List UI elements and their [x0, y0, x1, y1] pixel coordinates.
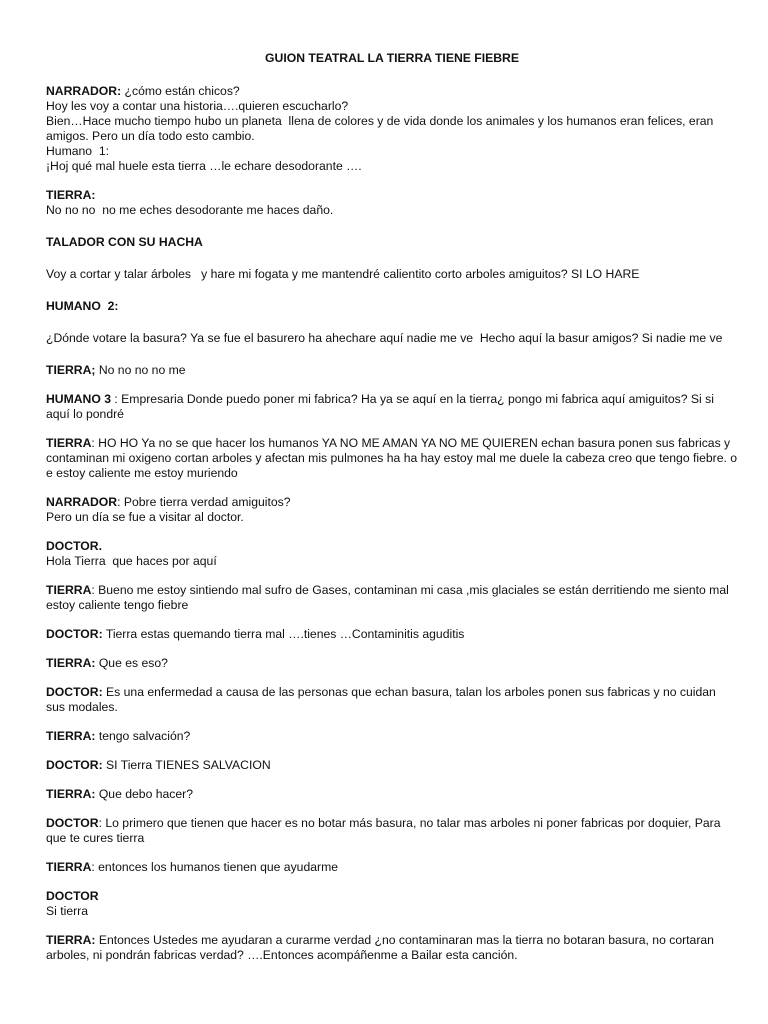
speaker-label: TALADOR CON SU HACHA: [46, 235, 203, 249]
speaker-label: TIERRA:: [46, 729, 96, 743]
speaker-label: DOCTOR:: [46, 758, 103, 772]
speaker-label: TIERRA:: [46, 787, 96, 801]
script-block: [46, 860, 738, 875]
speaker-label: HUMANO 3: [46, 392, 112, 406]
script-block: [46, 299, 738, 314]
script-line: : HO HO Ya no se que hacer los humanos YA NO ME AMAN YA NO ME QUIEREN echan basura ponen sus fabricas y contaminan mi oxigeno cortan arboles y afectan mis pulmones ha ha hay estoy mal me duele la cabeza creo que tengo fiebre. o e estoy caliente me estoy muriendo: [46, 436, 738, 480]
speaker-label: HUMANO 2:: [46, 299, 119, 313]
script-block: [46, 539, 738, 569]
speaker-label: TIERRA: [46, 860, 92, 874]
speaker-label: TIERRA;: [46, 363, 96, 377]
speaker-label: DOCTOR:: [46, 627, 103, 641]
script-block: [46, 188, 738, 218]
script-line: Voy a cortar y talar árboles y hare mi fogata y me mantendré calientito corto arboles amiguitos? SI LO HARE: [46, 267, 640, 281]
script-block: [46, 363, 738, 378]
script-block: [46, 235, 738, 250]
script-line: : Pobre tierra verdad amiguitos?: [117, 495, 291, 509]
script-line: Hoy les voy a contar una historia….quieren escucharlo?: [46, 99, 349, 113]
script-line: SI Tierra TIENES SALVACION: [102, 758, 271, 772]
speaker-label: DOCTOR: [46, 889, 99, 903]
script-line: Que debo hacer?: [95, 787, 194, 801]
script-line: No no no no me: [95, 363, 186, 377]
script-line: : entonces los humanos tienen que ayudarme: [91, 860, 338, 874]
speaker-label: DOCTOR: [46, 816, 99, 830]
script-block: [46, 392, 738, 422]
script-line: Hola Tierra que haces por aquí: [46, 554, 217, 568]
speaker-label: TIERRA: [46, 436, 92, 450]
script-line: Pero un día se fue a visitar al doctor.: [46, 510, 244, 524]
script-line: Entonces Ustedes me ayudaran a curarme verdad ¿no contaminaran mas la tierra no botaran basura, no cortaran arboles, ni pondrán fabricas verdad? ….Entonces acompáñenme a Bailar esta canción.: [46, 933, 714, 962]
speaker-label: TIERRA: [46, 583, 92, 597]
script-block: [46, 656, 738, 671]
document-title: GUION TEATRAL LA TIERRA TIENE FIEBRE: [265, 51, 519, 65]
script-block: [46, 495, 738, 525]
speaker-label: DOCTOR.: [46, 539, 102, 553]
script-block: [46, 331, 738, 346]
script-block: [46, 436, 738, 481]
script-block: [46, 889, 738, 919]
script-line: Si tierra: [46, 904, 88, 918]
script-block-narrador-intro: [46, 84, 738, 174]
speaker-label: TIERRA:: [46, 188, 96, 202]
script-block: [46, 933, 738, 963]
script-line: Tierra estas quemando tierra mal ….tienes …Contaminitis aguditis: [102, 627, 465, 641]
speaker-label: TIERRA:: [46, 933, 96, 947]
script-line: : Empresaria Donde puedo poner mi fabrica? Ha ya se aquí en la tierra¿ pongo mi fabrica aquí amiguitos? Si si aquí lo pondré: [46, 392, 714, 421]
script-block: [46, 787, 738, 802]
script-block: [46, 816, 738, 846]
script-line: ¿cómo están chicos?: [121, 84, 240, 98]
script-block: [46, 758, 738, 773]
script-line: Que es eso?: [95, 656, 168, 670]
script-line: Humano 1:: [46, 144, 110, 158]
script-block: [46, 685, 738, 715]
script-line: Es una enfermedad a causa de las personas que echan basura, talan los arboles ponen sus fabricas y no cuidan sus modales.: [46, 685, 716, 714]
script-line: No no no no me eches desodorante me haces daño.: [46, 203, 334, 217]
speaker-label: NARRADOR: [46, 495, 118, 509]
script-line: : Lo primero que tienen que hacer es no botar más basura, no talar mas arboles ni poner fabricas por doquier, Para que te cures tierra: [46, 816, 721, 845]
script-line: Bien…Hace mucho tiempo hubo un planeta llena de colores y de vida donde los animales y los humanos eran felices, eran amigos. Pero un día todo esto cambio.: [46, 114, 717, 143]
script-line: : Bueno me estoy sintiendo mal sufro de Gases, contaminan mi casa ,mis glaciales se están derritiendo me siento mal estoy caliente tengo fiebre: [46, 583, 729, 612]
script-line: ¿Dónde votare la basura? Ya se fue el basurero ha ahechare aquí nadie me ve Hecho aquí la basur amigos? Si nadie me ve: [46, 331, 723, 345]
script-block: [46, 267, 738, 282]
speaker-label: TIERRA:: [46, 656, 96, 670]
script-block: [46, 583, 738, 613]
script-line: ¡Hoj qué mal huele esta tierra …le echare desodorante ….: [46, 159, 362, 173]
speaker-label: NARRADOR:: [46, 84, 122, 98]
speaker-label: DOCTOR:: [46, 685, 103, 699]
script-block: [46, 627, 738, 642]
script-line: tengo salvación?: [95, 729, 191, 743]
script-block: [46, 729, 738, 744]
